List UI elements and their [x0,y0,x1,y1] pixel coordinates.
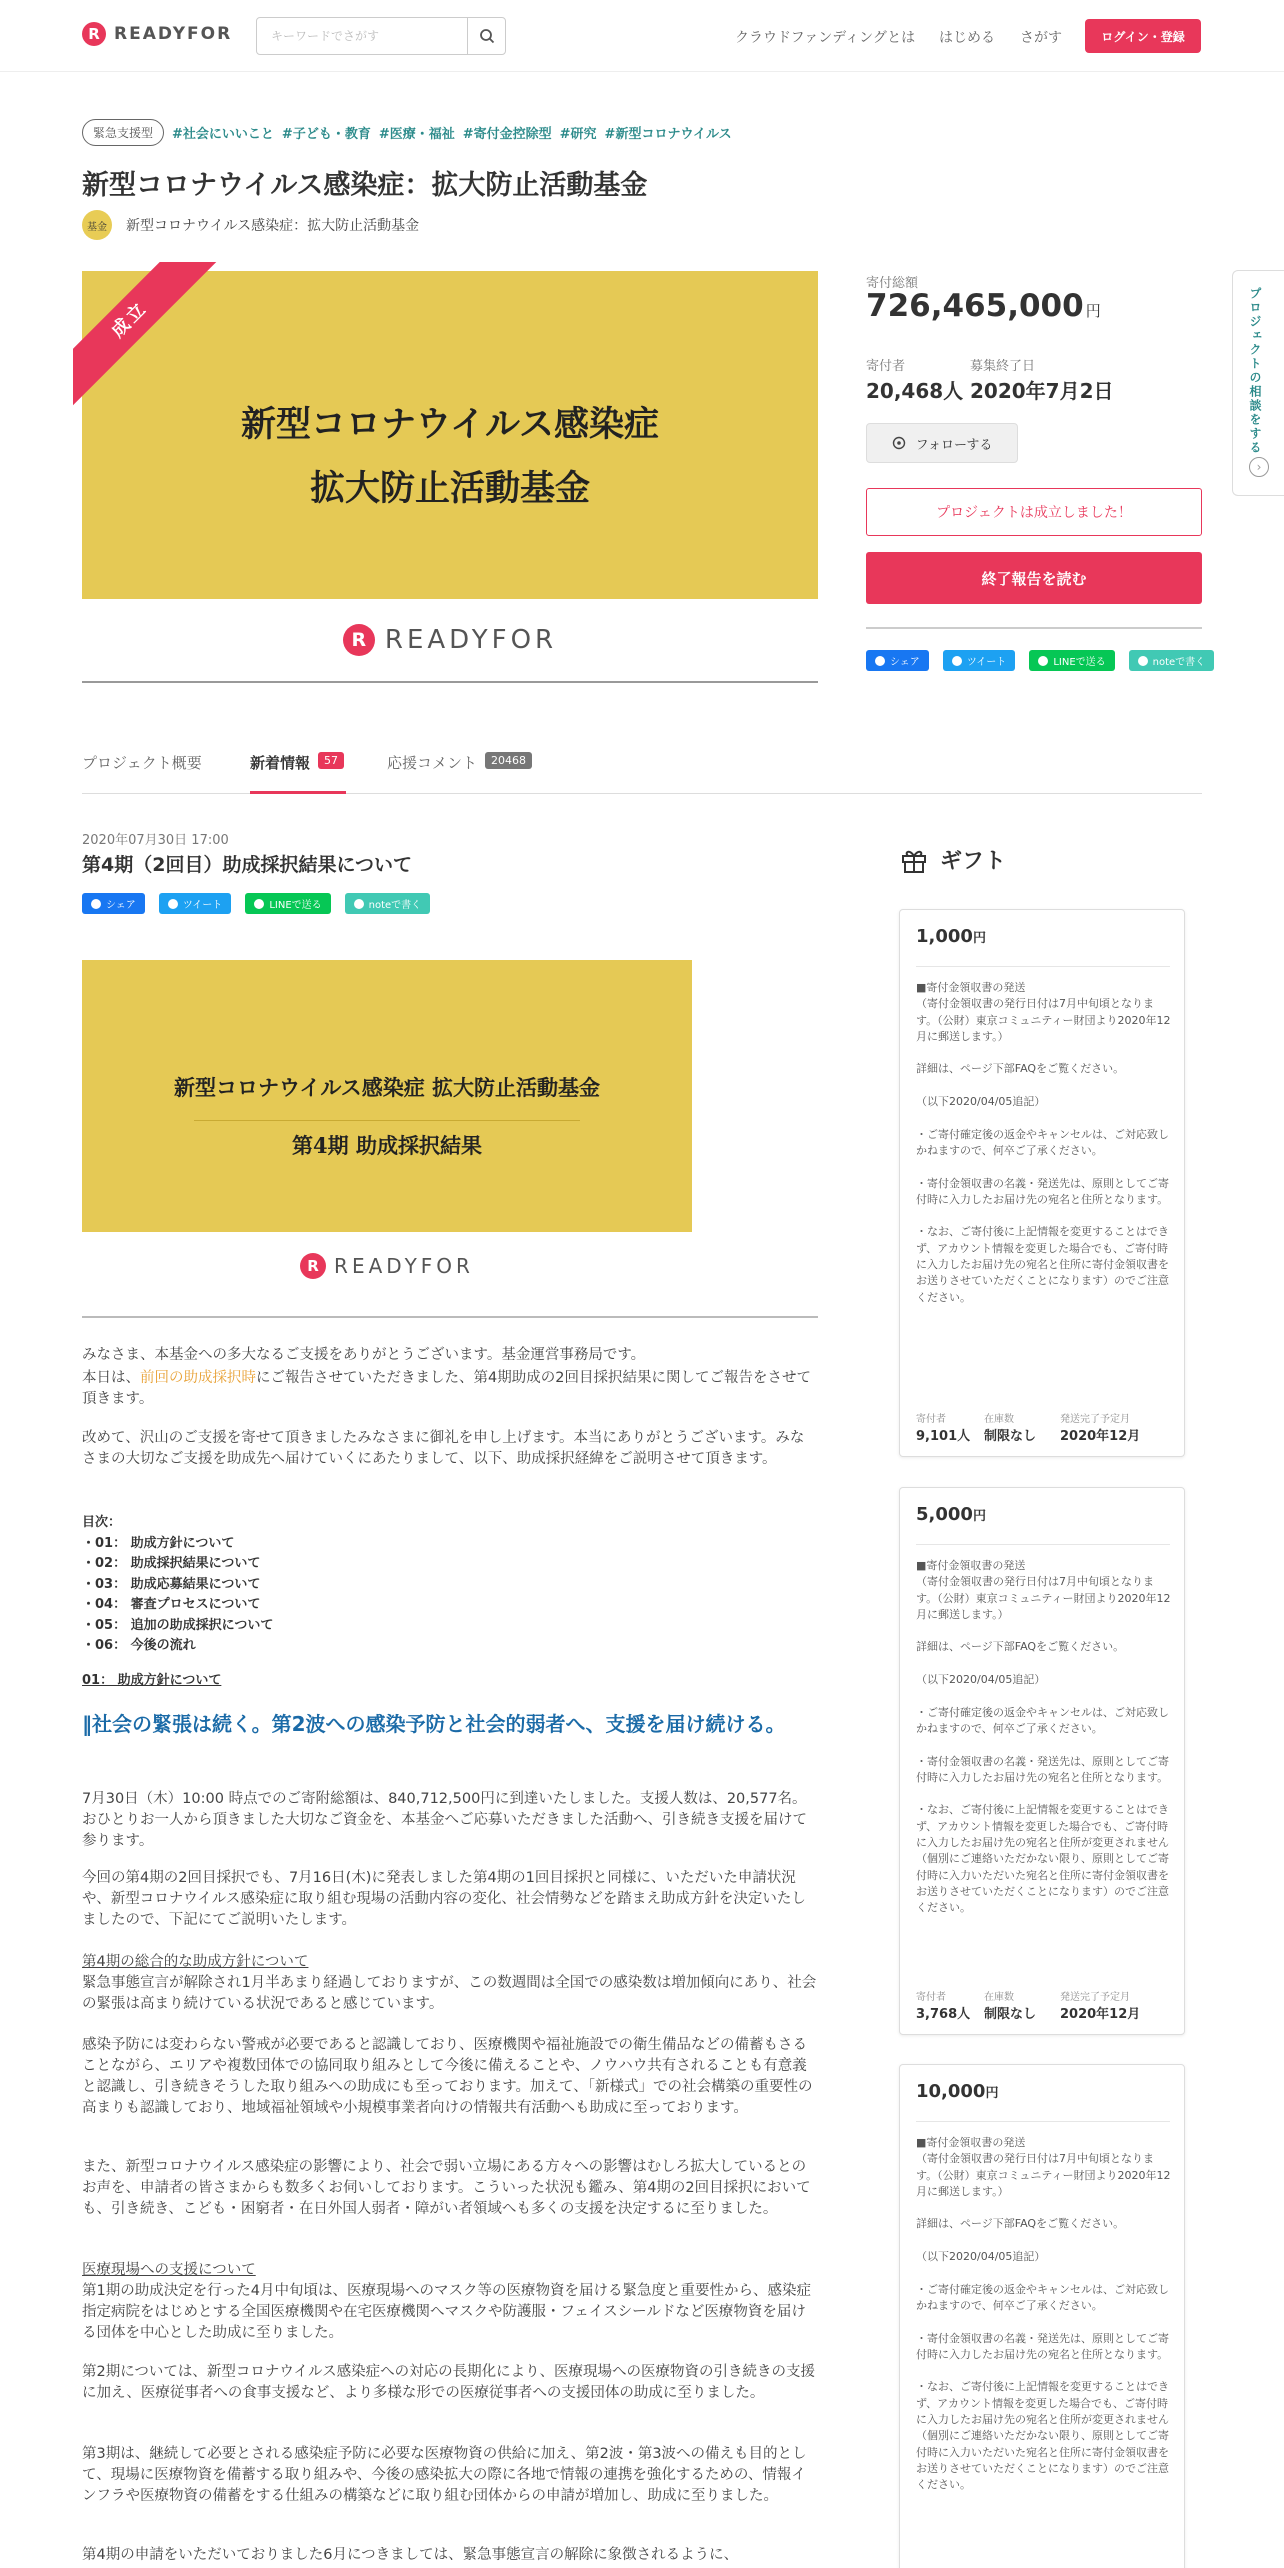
paragraph: また、新型コロナウイルス感染症の影響により、社会で弱い立場にある方々への影響はむしろ拡大しているとのお声を、申請者の皆さまからも数多くお伺いしております。こういった状況も鑑み、第4期の2回目採択においても、引き続き、こども・困窮者・在日外国人弱者・障がい者領域へも多くの支援を決定するに至りました。 [82,2159,811,2217]
news-count-badge: 57 [318,752,344,769]
gift-donors-value: 3,768人 [916,2007,971,2022]
section-heading: 01： 助成方針について [82,1673,222,1688]
gift-stock-label: 在庫数 [984,1992,1014,2003]
end-date-label: 募集終了日 [970,359,1036,374]
total-amount [866,288,1101,324]
readyfor-mark-icon: R [343,624,375,656]
note-icon [354,899,364,909]
logo-text: READYFOR [114,24,233,44]
success-notice: プロジェクトは成立しました！ [866,488,1202,536]
follow-icon [892,436,906,450]
hero-logo-text: READYFOR [384,625,558,655]
toc-item: ・03： 助成応募結果について [82,1576,261,1592]
paragraph: 第3期は、継続して必要とされる感染症予防に必要な医療物資の供給に加え、第2波・第3波への備えも目的として、現場に医療物資を備蓄する取り組みや、今後の感染拡大の際に各地で情報の連携を強化するための、情報インフラや医療物資の備蓄をする仕組みの構築などに取り組む団体からの申請が増加し、助成に至りました。 [82,2446,807,2504]
gift-price-unit: 円 [972,1509,986,1524]
toc-item: ・06： 今後の流れ [82,1638,196,1653]
subheading: 第4期の総合的な助成方針について [82,1954,309,1970]
nav-search[interactable]: さがす [1020,30,1062,46]
gift-heading [900,844,1006,875]
consult-side-tab[interactable] [1232,270,1284,496]
gift-title: ギフト [940,849,1007,874]
side-tab-label: プロジェクトの相談をする [1248,287,1262,455]
paragraph: 感染予防には変わらない警戒が必要であると認識しており、医療機関や福祉施設での衛生備品などの備蓄もさることながら、エリアや複数団体での協同取り組みとして今後に備えることや、ノウハウ共有されることも有意義と認識し、引き続きそうした取り組みへの助成にも至っております。加えて、「新様式」での社会構築の重要性の高まりも認識しており、地域福祉領域や小規模事業者向けの情報共有活動へも助成に至っております。 [82,2037,813,2116]
gift-price-unit: 円 [985,2086,999,2101]
gift-card[interactable] [899,909,1185,1457]
hero-line-2: 拡大防止活動基金 [309,468,590,509]
toc-title: 目次： [82,1515,122,1530]
gift-ship-label: 発送完了予定月 [1060,1992,1130,2003]
gift-donors-value: 9,101人 [916,1429,971,1444]
topic-tag[interactable]: #研究 [559,127,597,142]
topic-tag[interactable]: #子ども・教育 [281,127,371,142]
gift-stock-value: 制限なし [984,1429,1037,1444]
total-amount-unit: 円 [1085,302,1101,320]
post-title: 第4期（2回目）助成採択結果について [82,854,413,876]
note-share-label: noteで書く [1152,657,1206,668]
twitter-share-label: ツイート [966,657,1007,668]
toc-item: ・04： 審査プロセスについて [82,1597,261,1612]
note-icon [1138,656,1148,666]
facebook-share-label: シェア [890,657,920,668]
gift-price [916,1504,986,1525]
gift-divider [916,966,1170,967]
topic-tag[interactable]: #社会にいいこと [172,127,274,142]
article-logo-text: READYFOR [334,1254,474,1278]
gift-stock-label: 在庫数 [984,1414,1014,1425]
comment-count-badge: 20468 [485,752,532,769]
line-share-button[interactable] [245,893,330,914]
gift-price [916,926,986,947]
article-image-rule [194,1120,580,1121]
gift-icon [900,846,928,874]
tab-label: プロジェクト概要 [82,754,202,772]
project-tabs [82,742,1202,794]
section-headline: ‖社会の緊張は続く。第2波への感染予防と社会的弱者へ、支援を届け続ける。 [82,1712,786,1736]
gift-donors-label: 寄付者 [916,1414,946,1425]
facebook-share-button[interactable] [82,893,145,914]
note-share-button[interactable] [345,893,431,914]
tab-label: 新着情報 [250,754,311,772]
line-icon [254,899,264,909]
ribbon-label: 成立 [73,262,218,408]
search-input[interactable] [257,18,467,54]
topic-tag[interactable]: #医療・福祉 [378,127,455,142]
paragraph: 第1期の助成決定を行った4月中旬頃は、医療現場へのマスク等の医療物資を届ける緊急度と重要性から、感染症指定病院をはじめとする全国医療機関や在宅医療機関へマスクや防護服・フェイスシールドなど医療物資を届ける団体を中心とした助成に至りました。 [82,2283,811,2341]
read-report-button[interactable]: 終了報告を読む [866,552,1202,604]
article-image [82,960,692,1232]
paragraph-text: にご報告させていただきました、第4期助成の2回目採択結果に関してご報告をさせて頂きます。 [82,1370,811,1407]
twitter-share-button[interactable] [159,893,232,914]
owner-name: 新型コロナウイルス感染症：拡大防止活動基金 [126,218,420,234]
project-tags [82,119,732,146]
search-box [256,17,506,55]
line-share-label: LINEで送る [1053,657,1106,668]
gift-ship-label: 発送完了予定月 [1060,1414,1130,1425]
readyfor-logo[interactable] [82,22,232,46]
topic-tag[interactable]: #新型コロナウイルス [604,127,732,142]
donors-label: 寄付者 [866,359,906,374]
gift-price-value: 5,000 [916,1504,973,1525]
gift-ship-value: 2020年12月 [1060,1429,1141,1444]
line-share-button[interactable] [1029,650,1114,671]
project-title: 新型コロナウイルス感染症：拡大防止活動基金 [82,170,648,201]
total-amount-value: 726,465,000 [866,288,1084,324]
line-icon [1038,656,1048,666]
nav-start[interactable]: はじめる [939,30,995,46]
note-share-button[interactable] [1129,650,1215,671]
gift-card[interactable] [899,1487,1185,2035]
previous-post-link[interactable]: 前回の助成採択時 [140,1370,256,1386]
chevron-right-icon: › [1249,457,1269,477]
toc-item: ・02： 助成採択結果について [82,1556,261,1571]
gift-stock-value: 制限なし [984,2007,1037,2022]
type-tag[interactable]: 緊急支援型 [82,119,164,146]
site-header [0,0,1284,72]
nav-about[interactable]: クラウドファンディングとは [735,30,916,46]
gift-divider [916,2121,1170,2122]
paragraph: 今回の第4期の2回目採択でも、7月16日(木)に発表しました第4期の1回目採択と同様に、いただいた申請状況や、新型コロナウイルス感染症に取り組む現場の活動内容の変化、社会情勢などを踏まえ助成方針を決定いたしましたので、下記にてご説明いたします。 [82,1870,806,1928]
stats-divider [866,627,1202,629]
gift-price-value: 10,000 [916,2081,986,2102]
article-divider [82,1316,818,1318]
project-share-row [866,650,1214,671]
post-date: 2020年07月30日 17:00 [82,833,229,848]
article-image-footer [82,1232,692,1300]
facebook-icon [875,656,885,666]
tab-overview[interactable] [82,742,202,794]
project-owner[interactable] [82,210,419,240]
facebook-share-label: シェア [106,900,136,911]
gift-divider [916,1544,1170,1545]
logo-mark-icon: R [82,22,106,46]
subheading: 医療現場への支援について [82,2262,256,2278]
donors-value: 20,468人 [866,379,964,403]
tab-news[interactable] [250,742,346,794]
gift-donors-label: 寄付者 [916,1992,946,2003]
login-button[interactable]: ログイン・登録 [1085,19,1201,53]
line-share-label: LINEで送る [269,900,322,911]
toc-item: ・01： 助成方針について [82,1535,235,1551]
twitter-share-label: ツイート [182,900,223,911]
article-image-line-2: 第4期 助成採択結果 [292,1133,482,1158]
gift-description: ■寄付金領収書の発送 （寄付金領収書の発行日付は7月中旬頃となります。（公財）東京コミュニティー財団より2020年12月に郵送します。） 詳細は、ページ下部FAQをご覧ください。 （以下2020/04/05追記） ・ご寄付確定後の返金やキャンセルは、ご対応致しかねますので、何卒ご了承ください。 ・寄付金領収書の名義・発送先は、原則としてご寄付時に入力したお届け先の宛名と住所となります。 ・なお、ご寄付後に上記情報を変更することはできず、アカウント情報を変更した場合でも、ご寄付時に入力したお届け先の宛名と住所に寄付金領収書をお送りさせていただくことになります）のでご注意ください。 [916,981,1171,1304]
gift-card[interactable] [899,2064,1185,2568]
tab-comments[interactable] [387,742,532,794]
gift-price-unit: 円 [972,931,986,946]
facebook-share-button[interactable] [866,650,929,671]
end-date-value: 2020年7月2日 [970,379,1114,403]
toc-item: ・05： 追加の助成採択について [82,1617,274,1633]
hero-footer-logo [82,599,818,683]
paragraph: 緊急事態宣言が解除され1月半あまり経過しておりますが、この数週間は全国での感染数は増加傾向にあり、社会の緊張は高まり続けている状況であると感じています。 [82,1975,817,2012]
tab-label: 応援コメント [387,754,478,772]
paragraph: 第2期については、新型コロナウイルス感染症への対応の長期化により、医療現場への医療物資の引き続きの支援に加え、医療従事者への食事支援など、より多様な形での医療従事者への支援団体の助成に至りました。 [82,2364,816,2401]
paragraph: 改めて、沢山のご支援を寄せて頂きましたみなさまに御礼を申し上げます。本当にありがとうございます。みなさまの大切なご支援を助成先へ届けていくにあたりまして、以下、助成採択経緯をご説明させて頂きます。 [82,1430,805,1467]
search-button[interactable] [467,18,505,54]
readyfor-mark-icon: R [300,1253,326,1279]
paragraph-text: 本日は、 [82,1370,140,1386]
follow-button[interactable] [866,423,1018,463]
table-of-contents [82,1513,273,1657]
total-label: 寄付総額 [866,276,919,291]
paragraph [82,1368,818,1410]
gift-description: ■寄付金領収書の発送 （寄付金領収書の発行日付は7月中旬頃となります。（公財）東京コミュニティー財団より2020年12月に郵送します。） 詳細は、ページ下部FAQをご覧ください。 （以下2020/04/05追記） ・ご寄付確定後の返金やキャンセルは、ご対応致しかねますので、何卒ご了承ください。 ・寄付金領収書の名義・発送先は、原則としてご寄付時に入力したお届け先の宛名と住所となります。 ・なお、ご寄付後に上記情報を変更することはできず、アカウント情報を変更した場合でも、ご寄付時に入力したお届け先の宛名と住所が変更されません（個別にご連絡いただかない限り、原則としてご寄付時に入力いただいた宛名と住所に寄付金領収書をお送りさせていただくことになります）のでご注意ください。 [916,2136,1171,2492]
owner-avatar: 基金 [82,210,112,240]
gift-description: ■寄付金領収書の発送 （寄付金領収書の発行日付は7月中旬頃となります。（公財）東京コミュニティー財団より2020年12月に郵送します。） 詳細は、ページ下部FAQをご覧ください。 （以下2020/04/05追記） ・ご寄付確定後の返金やキャンセルは、ご対応致しかねますので、何卒ご了承ください。 ・寄付金領収書の名義・発送先は、原則としてご寄付時に入力したお届け先の宛名と住所となります。 ・なお、ご寄付後に上記情報を変更することはできず、アカウント情報を変更した場合でも、ご寄付時に入力したお届け先の宛名と住所が変更されません（個別にご連絡いただかない限り、原則としてご寄付時に入力いただいた宛名と住所に寄付金領収書をお送りさせていただくことになります）のでご注意ください。 [916,1559,1171,1915]
note-share-label: noteで書く [368,900,422,911]
follow-label: フォローする [915,437,993,453]
gift-price [916,2081,998,2102]
gift-ship-value: 2020年12月 [1060,2007,1141,2022]
paragraph: みなさま、本基金への多大なるご支援をありがとうございます。基金運営事務局です。 [82,1347,646,1363]
gift-price-value: 1,000 [916,926,973,947]
paragraph: 7月30日（木）10:00 時点でのご寄附総額は、840,712,500円に到達いたしました。支援人数は、20,577名。おひとりお一人から頂きました大切なご資金を、本基金へご応募いただきました活動へ、引き続き支援を届けて参ります。 [82,1791,807,1849]
hero-line-1: 新型コロナウイルス感染症 [241,404,659,445]
success-ribbon [73,262,223,412]
paragraph: 第4期の申請をいただいておりました6月につきましては、緊急事態宣言の解除に象徴されるように、 [82,2547,739,2563]
search-icon [479,28,495,44]
topic-tag[interactable]: #寄付金控除型 [462,127,552,142]
facebook-icon [91,899,101,909]
article-image-line-1: 新型コロナウイルス感染症 拡大防止活動基金 [173,1075,601,1100]
twitter-share-button[interactable] [943,650,1016,671]
post-share-row [82,893,430,914]
twitter-icon [952,656,962,666]
twitter-icon [168,899,178,909]
